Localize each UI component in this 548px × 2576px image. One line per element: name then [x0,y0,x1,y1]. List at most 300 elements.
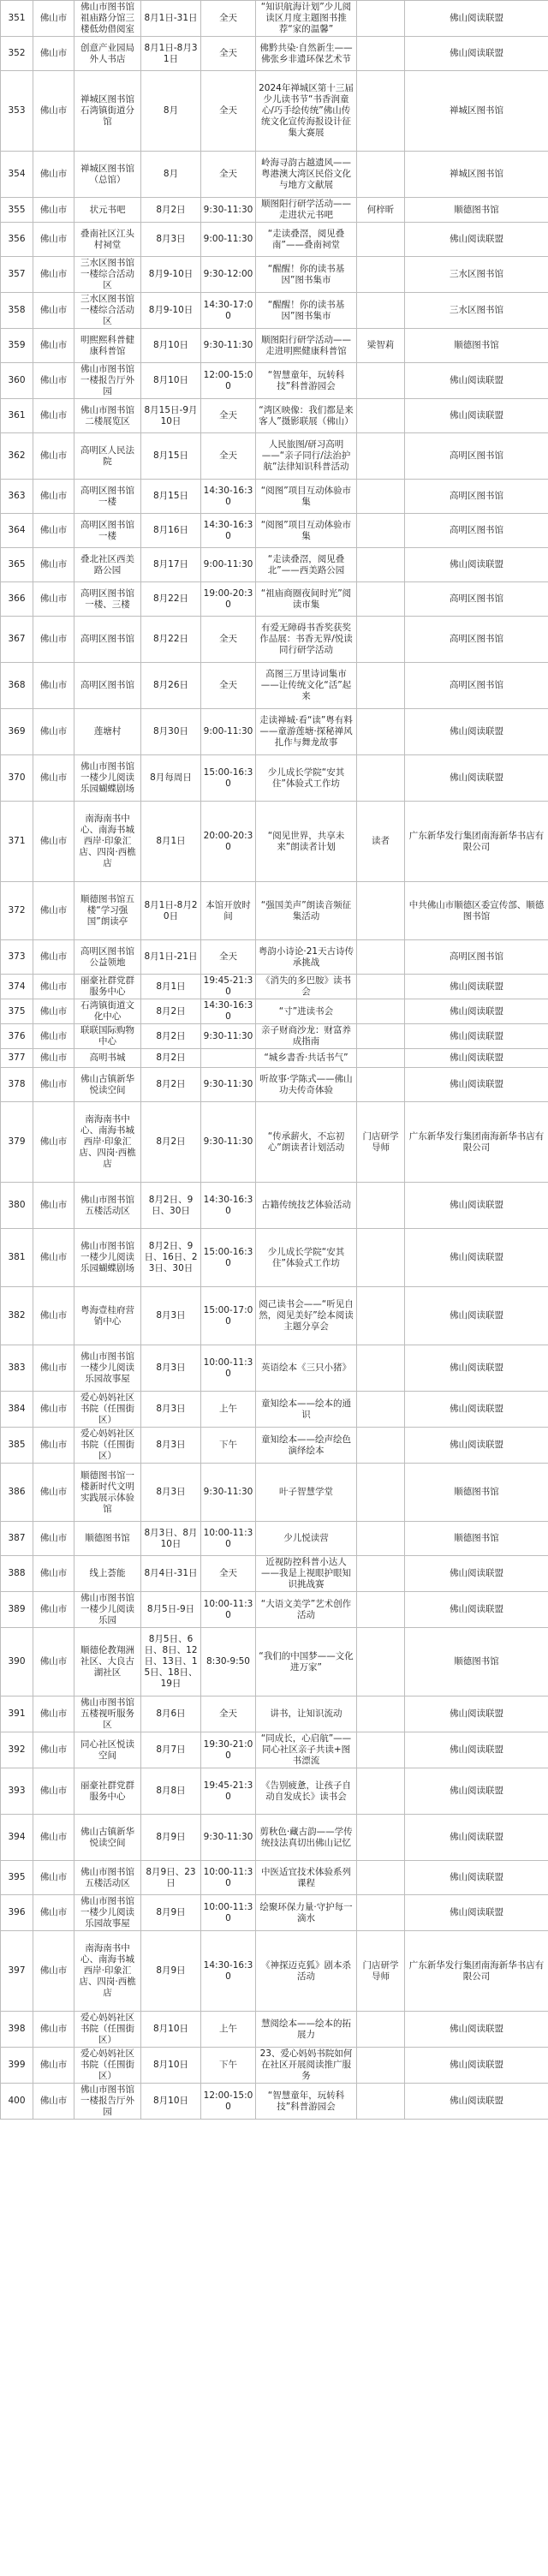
cell-activity-name: 绘聚环保力量·守护每一滴水 [256,1895,357,1931]
table-row [1,514,548,548]
cell-activity-name: 古籍传统技艺体验活动 [256,1183,357,1229]
cell-row-number: 356 [1,223,33,257]
cell-date: 8月15日 [141,433,201,480]
cell-guest [357,548,405,582]
cell-organizer: 顺德图书馆 [405,198,548,223]
cell-guest [357,1861,405,1895]
cell-city: 佛山市 [33,399,74,433]
cell-venue: 佛山市图书馆一楼少儿阅读乐园故事屋 [74,1895,141,1931]
cell-venue: 顺德伦教翔洲社区、大良古湖社区 [74,1628,141,1696]
cell-activity-name: 23、爱心妈妈书院如何在社区开展阅读推广服务 [256,2048,357,2084]
cell-venue: 丽豪社群党群服务中心 [74,1768,141,1815]
cell-time: 14:30-16:30 [201,480,256,514]
table-row [1,1732,548,1768]
cell-organizer: 佛山阅读联盟 [405,1392,548,1428]
table-row [1,1815,548,1861]
cell-venue: 禅城区图书馆（总馆） [74,152,141,198]
cell-date: 8月2日 [141,1049,201,1068]
cell-city: 佛山市 [33,71,74,152]
cell-time: 15:00-17:00 [201,1287,256,1345]
cell-time: 全天 [201,433,256,480]
cell-row-number: 365 [1,548,33,582]
table-row [1,1102,548,1183]
cell-organizer: 佛山阅读联盟 [405,1,548,37]
cell-city: 佛山市 [33,514,74,548]
cell-activity-name: 高图三万里诗词集市——让传统文化“活”起来 [256,663,357,709]
cell-activity-name: 讲书，让知识流动 [256,1696,357,1732]
cell-venue: 南海南书中心、南海书城西岸·印象汇店、四岗·西樵店 [74,1931,141,2012]
cell-row-number: 357 [1,257,33,293]
cell-city: 佛山市 [33,329,74,363]
cell-row-number: 390 [1,1628,33,1696]
cell-row-number: 394 [1,1815,33,1861]
table-row [1,802,548,882]
cell-organizer: 佛山阅读联盟 [405,363,548,399]
cell-organizer: 佛山阅读联盟 [405,1696,548,1732]
cell-activity-name: “知识航海计划”少儿阅读区月度主题图书推荐“家的温馨” [256,1,357,37]
cell-venue: 线上荟能 [74,1556,141,1592]
cell-row-number: 374 [1,975,33,999]
cell-city: 佛山市 [33,882,74,940]
cell-activity-name: 《神探迈克狐》剧本杀活动 [256,1931,357,2012]
cell-guest [357,1592,405,1628]
cell-row-number: 378 [1,1068,33,1102]
cell-venue: 丽豪社群党群服务中心 [74,975,141,999]
cell-time: 9:00-11:30 [201,223,256,257]
table-row [1,1592,548,1628]
cell-guest: 门店研学导师 [357,1931,405,2012]
cell-activity-name: “同成长，心启航”——同心社区亲子共读+图书漂流 [256,1732,357,1768]
cell-date: 8月1日-8月20日 [141,882,201,940]
table-row [1,1345,548,1392]
cell-city: 佛山市 [33,223,74,257]
cell-guest: 门店研学导师 [357,1102,405,1183]
cell-guest [357,1556,405,1592]
cell-city: 佛山市 [33,663,74,709]
cell-guest [357,975,405,999]
cell-time: 全天 [201,37,256,71]
cell-organizer: 禅城区图书馆 [405,71,548,152]
cell-venue: 联联国际购物中心 [74,1024,141,1049]
cell-city: 佛山市 [33,1049,74,1068]
cell-date: 8月15日 [141,480,201,514]
cell-organizer: 佛山阅读联盟 [405,1556,548,1592]
table-row [1,1628,548,1696]
cell-guest [357,1345,405,1392]
cell-organizer: 佛山阅读联盟 [405,999,548,1024]
cell-city: 佛山市 [33,1,74,37]
cell-date: 8月1日-8月31日 [141,37,201,71]
cell-venue: 石湾镇街道文化中心 [74,999,141,1024]
cell-time: 14:30-16:30 [201,999,256,1024]
cell-time: 14:30-16:30 [201,1183,256,1229]
table-row [1,755,548,802]
cell-guest [357,1068,405,1102]
cell-organizer: 顺德图书馆 [405,1464,548,1522]
cell-time: 全天 [201,399,256,433]
cell-guest [357,1696,405,1732]
cell-city: 佛山市 [33,1732,74,1768]
cell-date: 8月9-10日 [141,293,201,329]
cell-time: 19:45-21:30 [201,975,256,999]
cell-date: 8月4日-31日 [141,1556,201,1592]
cell-activity-name: 童知绘本——绘本的通识 [256,1392,357,1428]
cell-time: 10:00-11:30 [201,1861,256,1895]
cell-row-number: 391 [1,1696,33,1732]
cell-time: 全天 [201,71,256,152]
cell-venue: 佛山市图书馆一楼少儿阅读乐园故事屋 [74,1345,141,1392]
cell-organizer: 高明区图书馆 [405,663,548,709]
cell-row-number: 395 [1,1861,33,1895]
cell-venue: 佛山市图书馆一楼少儿阅读乐园蝴蝶剧场 [74,1229,141,1287]
cell-organizer: 佛山阅读联盟 [405,709,548,755]
cell-date: 8月10日 [141,329,201,363]
cell-activity-name: “大语文美学”艺术创作活动 [256,1592,357,1628]
table-row [1,433,548,480]
cell-city: 佛山市 [33,1696,74,1732]
cell-organizer: 佛山阅读联盟 [405,1732,548,1768]
cell-activity-name: “寸”进读书会 [256,999,357,1024]
cell-organizer: 高明区图书馆 [405,582,548,617]
cell-row-number: 362 [1,433,33,480]
cell-time: 9:30-11:30 [201,1068,256,1102]
cell-row-number: 369 [1,709,33,755]
cell-guest [357,1392,405,1428]
cell-organizer: 高明区图书馆 [405,940,548,975]
cell-city: 佛山市 [33,1102,74,1183]
cell-guest [357,1732,405,1768]
cell-row-number: 366 [1,582,33,617]
cell-time: 全天 [201,940,256,975]
cell-date: 8月15日-9月10日 [141,399,201,433]
cell-date: 8月5日、6日、8日、12日、13日、15日、18日、19日 [141,1628,201,1696]
cell-guest [357,363,405,399]
cell-row-number: 387 [1,1522,33,1556]
cell-date: 8月8日 [141,1768,201,1815]
cell-row-number: 351 [1,1,33,37]
cell-organizer: 佛山阅读联盟 [405,1287,548,1345]
cell-row-number: 359 [1,329,33,363]
table-row [1,1183,548,1229]
cell-row-number: 361 [1,399,33,433]
cell-guest [357,223,405,257]
cell-venue: 爱心妈妈社区书院（任围街区） [74,1392,141,1428]
cell-time: 9:00-11:30 [201,548,256,582]
cell-row-number: 386 [1,1464,33,1522]
table-row [1,1931,548,2012]
table-row [1,1428,548,1464]
cell-date: 8月2日 [141,198,201,223]
cell-time: 本馆开放时间 [201,882,256,940]
cell-activity-name: 走读禅城·看“读”粤有料——童游莲塘·探秘禅风扎作与舞龙故事 [256,709,357,755]
cell-city: 佛山市 [33,1068,74,1102]
cell-organizer: 高明区图书馆 [405,514,548,548]
cell-activity-name: “传承薪火，不忘初心”朗读者计划活动 [256,1102,357,1183]
cell-time: 9:30-11:30 [201,1024,256,1049]
cell-date: 8月9日 [141,1931,201,2012]
cell-date: 8月9日 [141,1815,201,1861]
cell-organizer: 佛山阅读联盟 [405,548,548,582]
cell-date: 8月26日 [141,663,201,709]
table-row [1,999,548,1024]
cell-city: 佛山市 [33,152,74,198]
cell-city: 佛山市 [33,198,74,223]
cell-venue: 佛山市图书馆一楼少儿阅读乐园蝴蝶剧场 [74,755,141,802]
cell-row-number: 397 [1,1931,33,2012]
cell-city: 佛山市 [33,1287,74,1345]
table-row [1,1,548,37]
cell-row-number: 376 [1,1024,33,1049]
table-row [1,1861,548,1895]
cell-time: 10:00-11:30 [201,1592,256,1628]
table-row [1,2084,548,2120]
cell-time: 9:30-12:00 [201,257,256,293]
cell-venue: 佛山市图书馆一楼报告厅外园 [74,2084,141,2120]
cell-guest: 读者 [357,802,405,882]
cell-organizer: 佛山阅读联盟 [405,1049,548,1068]
table-row [1,71,548,152]
cell-city: 佛山市 [33,1592,74,1628]
cell-guest [357,1628,405,1696]
cell-date: 8月5日-9日 [141,1592,201,1628]
cell-row-number: 355 [1,198,33,223]
cell-row-number: 383 [1,1345,33,1392]
cell-row-number: 381 [1,1229,33,1287]
cell-row-number: 380 [1,1183,33,1229]
cell-guest [357,514,405,548]
cell-activity-name: 听故事·学陈式——佛山功夫传奇体验 [256,1068,357,1102]
cell-guest [357,399,405,433]
table-row [1,1392,548,1428]
cell-venue: 佛山市图书馆一楼报告厅外园 [74,363,141,399]
cell-guest [357,71,405,152]
cell-guest [357,480,405,514]
cell-organizer: 佛山阅读联盟 [405,975,548,999]
cell-date: 8月30日 [141,709,201,755]
cell-city: 佛山市 [33,2012,74,2048]
cell-row-number: 354 [1,152,33,198]
cell-organizer: 佛山阅读联盟 [405,1895,548,1931]
cell-time: 9:30-11:30 [201,1815,256,1861]
cell-row-number: 353 [1,71,33,152]
table-row [1,1229,548,1287]
cell-city: 佛山市 [33,709,74,755]
cell-row-number: 379 [1,1102,33,1183]
cell-activity-name: 《消失的多巴胺》读书会 [256,975,357,999]
cell-city: 佛山市 [33,1768,74,1815]
table-row [1,548,548,582]
cell-time: 全天 [201,1,256,37]
cell-activity-name: 少儿成长学院“安其住”体验式工作坊 [256,755,357,802]
cell-city: 佛山市 [33,363,74,399]
cell-organizer: 顺德图书馆 [405,1522,548,1556]
cell-venue: 创意产业园局外人书店 [74,37,141,71]
table-row [1,1895,548,1931]
cell-row-number: 370 [1,755,33,802]
cell-venue: 佛山古镇新华悦读空间 [74,1815,141,1861]
cell-activity-name: “智慧童年，玩转科技”科普游园会 [256,363,357,399]
cell-venue: 高明区人民法院 [74,433,141,480]
cell-date: 8月 [141,71,201,152]
table-row [1,480,548,514]
cell-activity-name: “阅图”项目互动体验市集 [256,480,357,514]
cell-organizer: 顺德图书馆 [405,329,548,363]
cell-organizer: 高明区图书馆 [405,433,548,480]
cell-organizer: 佛山阅读联盟 [405,1592,548,1628]
cell-city: 佛山市 [33,1345,74,1392]
cell-date: 8月22日 [141,582,201,617]
cell-date: 8月10日 [141,2012,201,2048]
cell-organizer: 佛山阅读联盟 [405,1768,548,1815]
cell-guest [357,2084,405,2120]
cell-guest [357,1768,405,1815]
cell-venue: 明熙熙科普健康科普馆 [74,329,141,363]
cell-city: 佛山市 [33,1392,74,1428]
cell-venue: 高明区图书馆一楼 [74,480,141,514]
cell-date: 8月2日 [141,1102,201,1183]
cell-venue: 佛山市图书馆五楼活动区 [74,1183,141,1229]
cell-activity-name: 阅己读书会——“听见自然，阅见美好”绘本阅读主题分享会 [256,1287,357,1345]
cell-venue: 粤海壹桂府营销中心 [74,1287,141,1345]
cell-city: 佛山市 [33,1464,74,1522]
cell-organizer: 佛山阅读联盟 [405,1229,548,1287]
cell-time: 上午 [201,1392,256,1428]
cell-organizer: 佛山阅读联盟 [405,1815,548,1861]
cell-organizer: 中共佛山市顺德区委宣传部、顺德图书馆 [405,882,548,940]
cell-row-number: 392 [1,1732,33,1768]
cell-venue: 爱心妈妈社区书院（任围街区） [74,1428,141,1464]
table-row [1,1024,548,1049]
cell-time: 14:30-16:30 [201,1931,256,2012]
cell-row-number: 398 [1,2012,33,2048]
cell-row-number: 371 [1,802,33,882]
cell-venue: 高明区图书馆一楼、三楼 [74,582,141,617]
cell-time [201,1049,256,1068]
cell-guest [357,152,405,198]
cell-row-number: 364 [1,514,33,548]
cell-row-number: 360 [1,363,33,399]
cell-guest [357,293,405,329]
cell-date: 8月3日 [141,1287,201,1345]
cell-activity-name: 童知绘本——绘声绘色演绎绘本 [256,1428,357,1464]
cell-row-number: 372 [1,882,33,940]
cell-activity-name: 亲子财商沙龙：财富养成指南 [256,1024,357,1049]
cell-row-number: 368 [1,663,33,709]
cell-date: 8月17日 [141,548,201,582]
table-row [1,1522,548,1556]
cell-activity-name: 叶子智慧学堂 [256,1464,357,1522]
cell-date: 8月2日 [141,1068,201,1102]
cell-date: 8月2日、9日、16日、23日、30日 [141,1229,201,1287]
cell-time: 14:30-16:30 [201,514,256,548]
cell-guest [357,2012,405,2048]
table-row [1,1556,548,1592]
cell-guest [357,1895,405,1931]
cell-activity-name: 有爱无障碍书香奖获奖作品展：书香无界/悦读同行研学活动 [256,617,357,663]
cell-row-number: 400 [1,2084,33,2120]
cell-time: 12:00-15:00 [201,2084,256,2120]
cell-city: 佛山市 [33,2084,74,2120]
cell-row-number: 367 [1,617,33,663]
cell-activity-name: 近视防控科普小达人——我是上视眼护眼知识挑战赛 [256,1556,357,1592]
cell-city: 佛山市 [33,999,74,1024]
cell-time: 14:30-17:00 [201,293,256,329]
cell-row-number: 373 [1,940,33,975]
cell-time: 19:45-21:30 [201,1768,256,1815]
cell-venue: 佛山市图书馆祖庙路分馆三楼低幼借阅室 [74,1,141,37]
cell-organizer: 佛山阅读联盟 [405,1068,548,1102]
cell-guest [357,755,405,802]
cell-organizer: 佛山阅读联盟 [405,2084,548,2120]
cell-activity-name: 人民旅图/研习高明——“亲子同行/法治护航”法律知识科普活动 [256,433,357,480]
table-row [1,1068,548,1102]
cell-city: 佛山市 [33,1556,74,1592]
cell-date: 8月10日 [141,2084,201,2120]
cell-city: 佛山市 [33,1428,74,1464]
table-row [1,1287,548,1345]
table-row [1,709,548,755]
cell-activity-name: 中医适宜技术体验系列课程 [256,1861,357,1895]
cell-activity-name: “祖庙商圈夜间时光”阅读市集 [256,582,357,617]
cell-city: 佛山市 [33,802,74,882]
cell-date: 8月每周日 [141,755,201,802]
cell-venue: 顺德图书馆一楼新时代文明实践展示体验馆 [74,1464,141,1522]
cell-guest [357,1464,405,1522]
cell-venue: 高明区图书馆一楼 [74,514,141,548]
cell-date: 8月3日 [141,1392,201,1428]
cell-city: 佛山市 [33,1024,74,1049]
cell-city: 佛山市 [33,617,74,663]
activity-table-body [1,1,548,2120]
cell-guest [357,663,405,709]
cell-city: 佛山市 [33,1628,74,1696]
table-row [1,617,548,663]
cell-date: 8月3日、8月10日 [141,1522,201,1556]
cell-city: 佛山市 [33,1229,74,1287]
cell-guest [357,617,405,663]
cell-time: 全天 [201,663,256,709]
table-row [1,882,548,940]
cell-organizer: 佛山阅读联盟 [405,399,548,433]
cell-time: 全天 [201,1696,256,1732]
cell-row-number: 399 [1,2048,33,2084]
cell-activity-name: “强国美声”朗读音频征集活动 [256,882,357,940]
cell-date: 8月7日 [141,1732,201,1768]
cell-activity-name: 剪秋色·藏古韵——学传统技法真切出佛山记忆 [256,1815,357,1861]
cell-date: 8月6日 [141,1696,201,1732]
cell-time: 10:00-11:30 [201,1345,256,1392]
cell-venue: 禅城区图书馆石湾镇街道分馆 [74,71,141,152]
cell-venue: 莲塘村 [74,709,141,755]
cell-city: 佛山市 [33,1183,74,1229]
cell-guest [357,1522,405,1556]
table-row [1,363,548,399]
cell-venue: 同心社区悦读空间 [74,1732,141,1768]
cell-date: 8月3日 [141,1345,201,1392]
cell-venue: 佛山市图书馆二楼展览区 [74,399,141,433]
cell-venue: 佛山市图书馆五楼活动区 [74,1861,141,1895]
cell-guest [357,257,405,293]
cell-activity-name: 岭海寻韵古越遗风——粤港澳大湾区民俗文化与地方文献展 [256,152,357,198]
cell-venue: 高明区图书馆公益领地 [74,940,141,975]
table-row [1,1768,548,1815]
cell-date: 8月1日 [141,975,201,999]
cell-guest [357,2048,405,2084]
cell-guest: 何梓昕 [357,198,405,223]
cell-time: 15:00-16:30 [201,1229,256,1287]
cell-venue: 佛山古镇新华悦读空间 [74,1068,141,1102]
cell-venue: 三水区图书馆一楼综合活动区 [74,257,141,293]
